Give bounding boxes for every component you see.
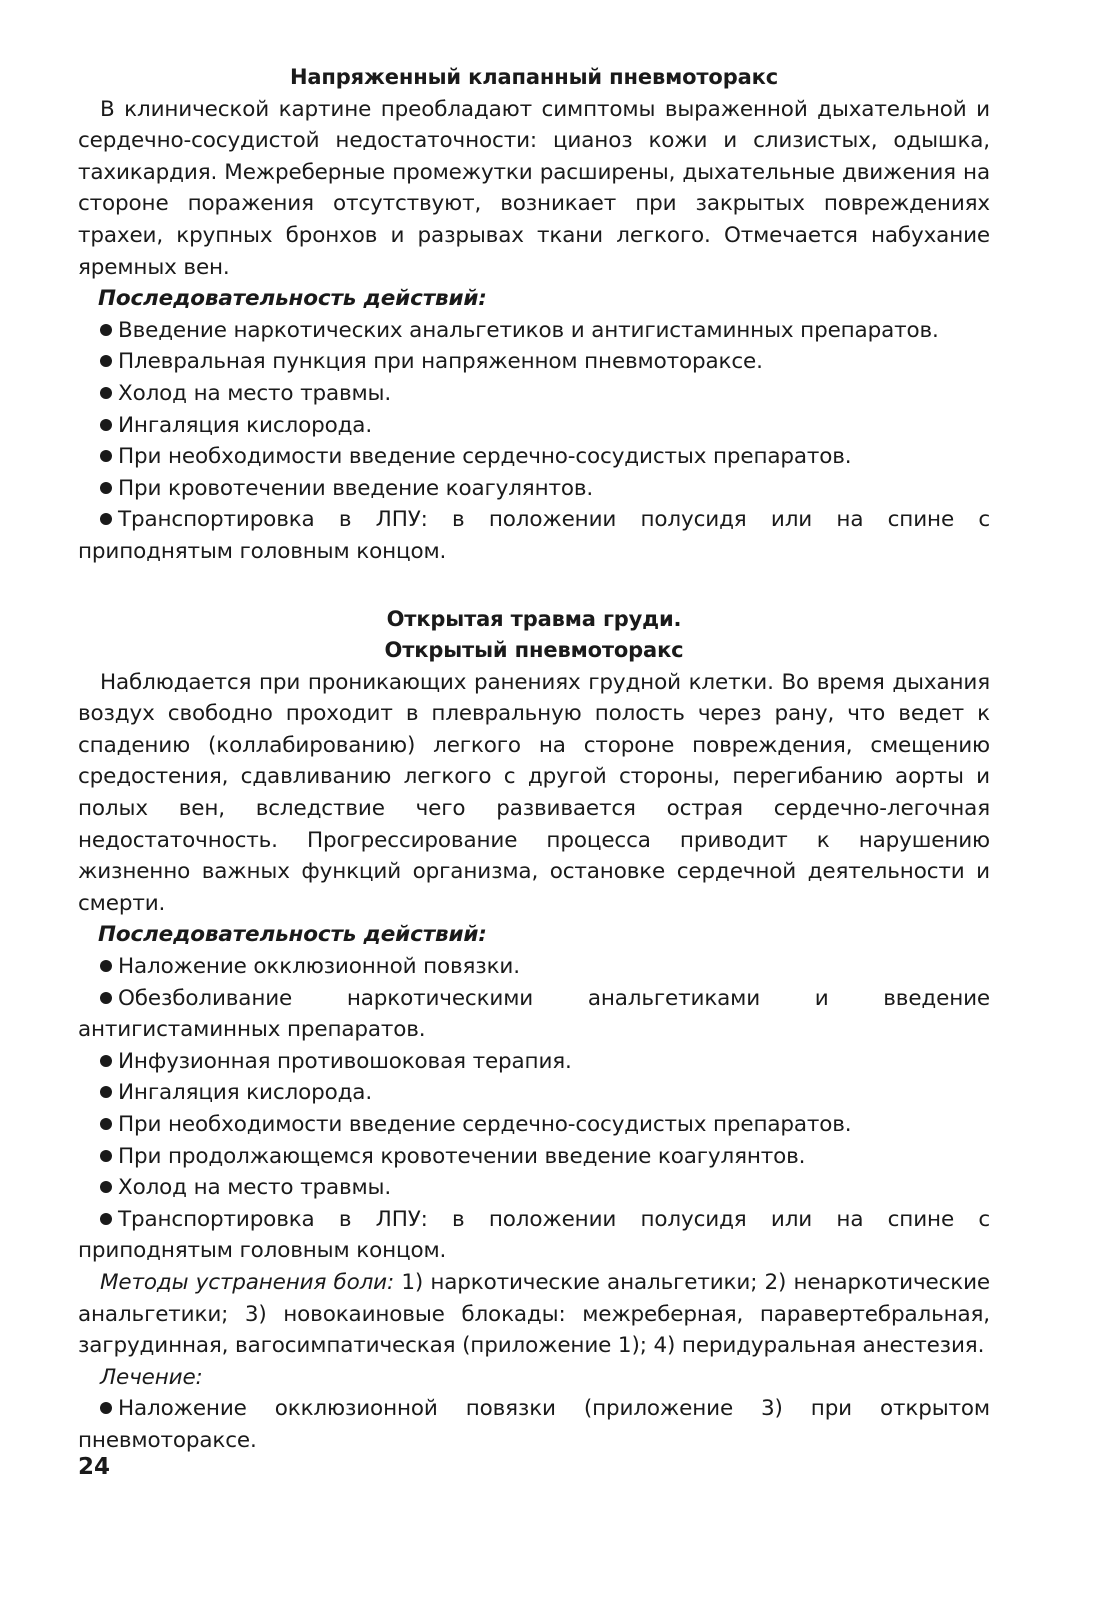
treatment-heading: Лечение: bbox=[100, 1364, 203, 1390]
list-item: Транспортировка в ЛПУ: в положении полусидя или на спине с приподнятым головным концом. bbox=[78, 507, 990, 564]
list-item: Ингаляция кислорода. bbox=[78, 1077, 990, 1109]
bullet-icon bbox=[100, 355, 112, 367]
list-item: При кровотечении введение коагулянтов. bbox=[78, 473, 990, 505]
bullet-icon bbox=[100, 387, 112, 399]
pain-methods-label: Методы устранения боли: bbox=[100, 1269, 395, 1295]
pain-methods-text: 1) наркотические анальгетики; 2) ненаркотические анальгетики; 3) новокаиновые блокады: межреберная, паравертебральная, загрудинная, вагосимпатическая (приложение 1); 4) перидуральная анестезия. bbox=[78, 1269, 990, 1359]
pain-methods-paragraph bbox=[78, 1267, 990, 1362]
bullet-icon bbox=[100, 1086, 112, 1098]
section-spacer bbox=[78, 568, 990, 604]
bullet-icon bbox=[100, 1213, 112, 1225]
list-item: При необходимости введение сердечно-сосудистых препаратов. bbox=[78, 1109, 990, 1141]
bullet-icon bbox=[100, 450, 112, 462]
section-title: Напряженный клапанный пневмоторакс bbox=[289, 65, 778, 89]
list-item: Холод на место травмы. bbox=[78, 378, 990, 410]
list-item: Обезболивание наркотическими анальгетиками и введение антигистаминных препаратов. bbox=[78, 985, 990, 1043]
list-item: Плевральная пункция при напряженном пневмотораксе. bbox=[78, 346, 990, 378]
section-intro: В клинической картине преобладают симптомы выраженной дыхательной и сердечно-сосудистой недостаточности: цианоз кожи и слизистых, одышка, тахикардия. Межреберные промежутки расширены, дыхательные движения на стороне поражения отсутствуют, возникает при закрытых повреждениях трахеи, крупных бронхов и разрывах ткани легкого. Отмечается набухание яремных вен. bbox=[78, 96, 990, 280]
actions-heading: Последовательность действий: bbox=[98, 286, 487, 312]
bullet-icon bbox=[100, 1181, 112, 1193]
page-content bbox=[78, 62, 990, 1457]
bullet-icon bbox=[100, 419, 112, 431]
page-number: 24 bbox=[78, 1454, 111, 1480]
list-item: При необходимости введение сердечно-сосудистых препаратов. bbox=[78, 441, 990, 473]
bullet-icon bbox=[100, 513, 112, 525]
bullet-icon bbox=[100, 992, 112, 1004]
section-subtitle: Открытый пневмоторакс bbox=[384, 638, 684, 663]
list-item: Транспортировка в ЛПУ: в положении полусидя или на спине с приподнятым головным концом. bbox=[78, 1206, 990, 1264]
actions-heading: Последовательность действий: bbox=[98, 922, 487, 948]
bullet-icon bbox=[100, 324, 112, 336]
list-item: Холод на место травмы. bbox=[78, 1172, 990, 1204]
bullet-icon bbox=[100, 1150, 112, 1162]
bullet-icon bbox=[100, 482, 112, 494]
section-title: Открытая травма груди. bbox=[386, 606, 682, 631]
list-item: Наложение окклюзионной повязки (приложение 3) при открытом пневмотораксе. bbox=[78, 1396, 990, 1453]
list-item: При продолжающемся кровотечении введение коагулянтов. bbox=[78, 1141, 990, 1173]
section-intro: Наблюдается при проникающих ранениях грудной клетки. Во время дыхания воздух свободно проходит в плевральную полость через рану, что ведет к спадению (коллабированию) легкого на стороне повреждения, смещению средостения, сдавливанию легкого с другой стороны, перегибанию аорты и полых вен, вследствие чего развивается острая сердечно-легочная недостаточность. Прогрессирование процесса приводит к нарушению жизненно важных функций организма, остановке сердечной деятельности и смерти. bbox=[78, 669, 990, 916]
bullet-icon bbox=[100, 1402, 112, 1414]
list-item: Наложение окклюзионной повязки. bbox=[78, 951, 990, 983]
bullet-icon bbox=[100, 960, 112, 972]
list-item: Инфузионная противошоковая терапия. bbox=[78, 1046, 990, 1078]
bullet-icon bbox=[100, 1118, 112, 1130]
list-item: Введение наркотических анальгетиков и антигистаминных препаратов. bbox=[78, 315, 990, 347]
bullet-icon bbox=[100, 1055, 112, 1067]
list-item: Ингаляция кислорода. bbox=[78, 410, 990, 442]
